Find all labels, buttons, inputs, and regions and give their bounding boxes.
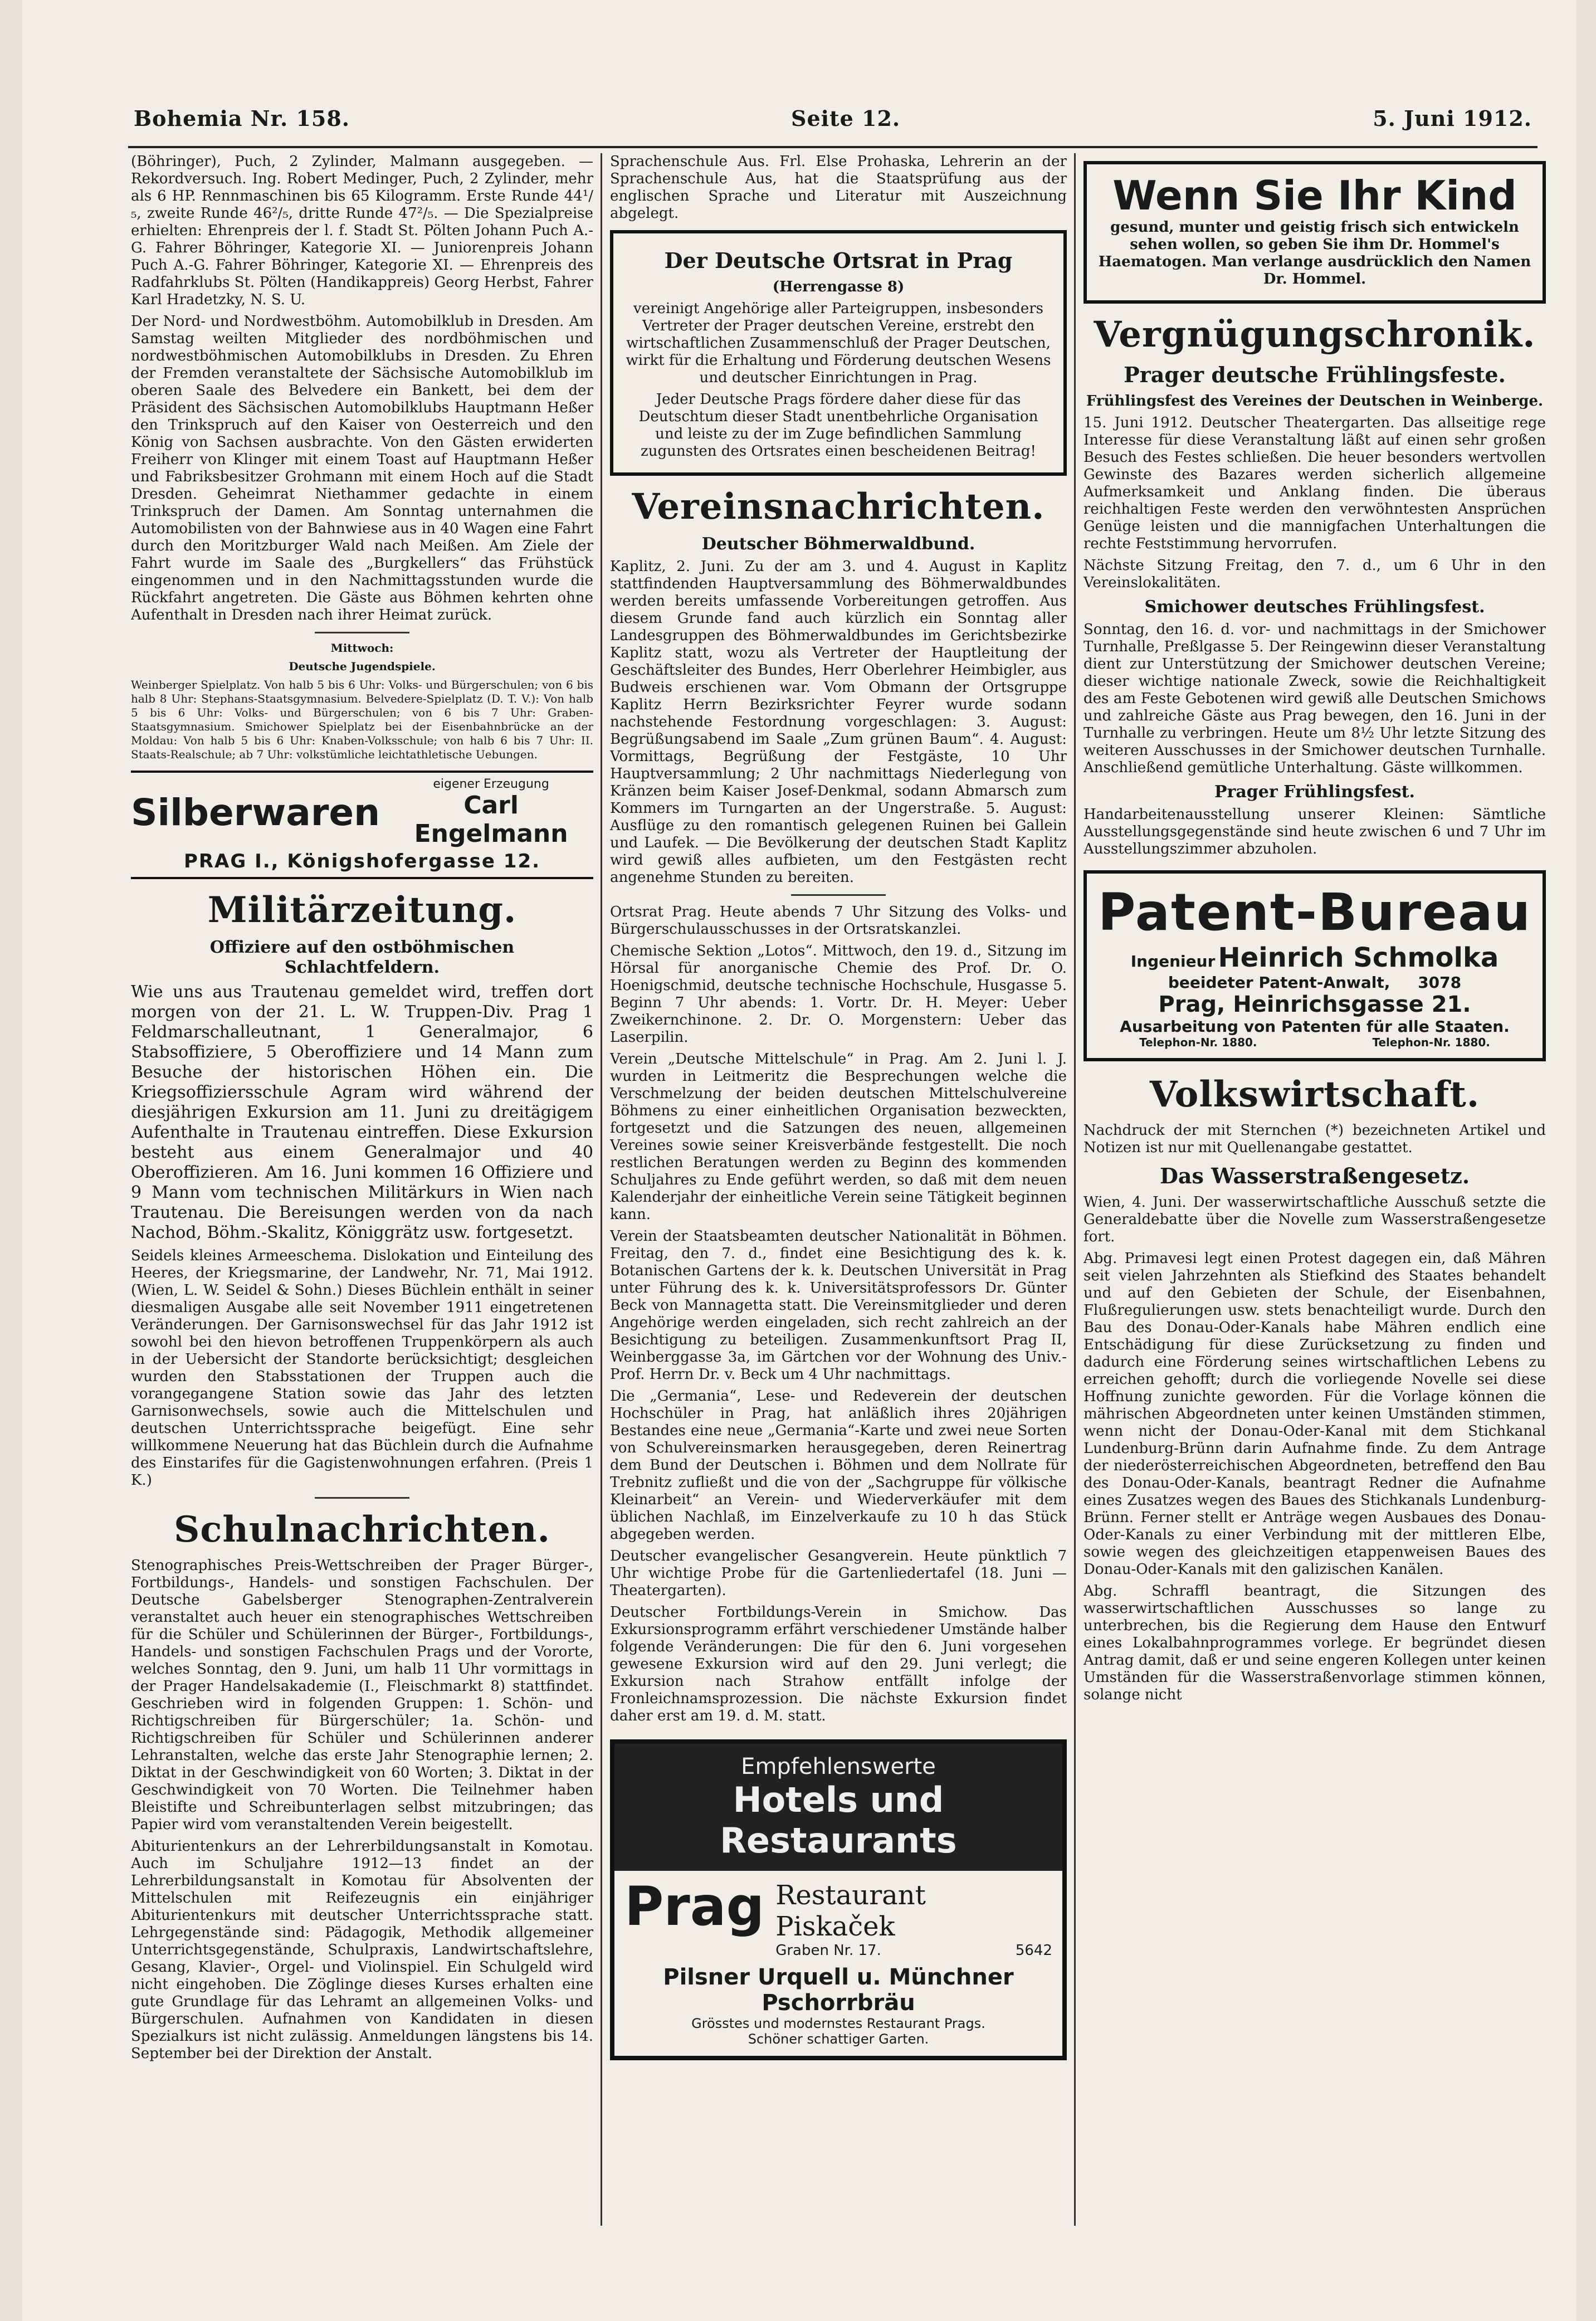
wasserstrassen-text-1: Wien, 4. Juni. Der wasserwirtschaftliche Ausschuß setzte die Generaldebatte über die Novelle zum Wasserstraßengesetze fort. xyxy=(1083,1194,1546,1245)
restaurant-line-2: Schöner schattiger Garten. xyxy=(748,2031,929,2047)
hotel-advertisement xyxy=(610,1739,1067,2060)
sprachenschule-text: Sprachenschule Aus. Frl. Else Prohaska, Lehrerin an der Sprachenschule Aus, hat die Staatsprüfung aus der englischen Sprache und Literatur mit Auszeichnung abgelegt. xyxy=(610,153,1067,222)
silberwaren-subtitle: eigener Erzeugung xyxy=(433,777,549,791)
militaer-subtitle: Offiziere auf den ostböhmischen Schlachtfeldern. xyxy=(209,938,515,977)
patent-prefix: Ingenieur xyxy=(1130,952,1216,971)
wasserstrassen-text-2: Abg. Primavesi legt einen Protest dagegen ein, daß Mähren seit vielen Jahrzehnten als Stiefkind des Staates behandelt und auf den Gebieten der Schule, der Eisenbahnen, Flußregulierungen usw. stets benachteiligt wurde. Durch den Bau des Donau-Oder-Kanals habe Mähren endlich eine Entschädigung für diese Zurücksetzung zu finden und dadurch eine Förderung seines wirtschaftlichen Lebens zu erreichen gehofft; durch die vorliegende Novelle sei diese Hoffnung zunichte geworden. Für die Vorlage können die mährischen Abgeordneten unter keinen Umständen stimmen, wenn nicht der Donau-Oder-Kanal mit dem Stichkanal Lundenburg-Brünn darin Aufnahme finde. Zu dem Antrage der niederösterreichischen Abgeordneten, betreffend den Bau des Donau-Oder-Kanals, beantragt Redner die Aufnahme eines Zusatzes wegen des Baues des Stichkanals Lundenburg-Brünn. Ferner stellt er Anträge wegen Ausbaues des Donau-Oder-Kanals zu einer Verbindung mit der mittleren Elbe, sowie wegen des gleichzeitigen etappenweisen Baues des Donau-Oder-Kanals mit den galizischen Kanälen. xyxy=(1083,1250,1546,1578)
patent-bureau-advertisement xyxy=(1083,870,1546,1061)
hotel-ad-heading: Empfehlenswerte xyxy=(741,1754,936,1779)
silberwaren-advertisement xyxy=(131,771,593,879)
ortsrat-text: Ortsrat Prag. Heute abends 7 Uhr Sitzung des Volks- und Bürgerschulausschusses in der Ortsratskanzlei. xyxy=(610,904,1067,938)
racing-results-text: (Böhringer), Puch, 2 Zylinder, Malmann ausgegeben. — Rekordversuch. Ing. Robert Medinger, Puch, 2 Zylinder, mehr als 6 HP. Rennmaschinen bis 65 Kilogramm. Erste Runde 44¹/₅, zweite Runde 46²/₅, dritte Runde 47²/₅. — Die Spezialpreise erhielten: Ehrenpreis der l. f. Stadt St. Pölten Johann Puch A.-G. Fahrer Böhringer, Kategorie XI. — Juniorenpreis Johann Puch A.-G. Fahrer Böhringer, Kategorie XI. — Ehrenpreis des Radfahrklubs St. Pölten (Handikappreis) Georg Herbst, Fahrer Karl Hradetzky, N. S. U. xyxy=(131,153,593,308)
restaurant-line-1: Grösstes und modernstes Restaurant Prags. xyxy=(691,2016,985,2031)
fruehlingsfest-text: 15. Juni 1912. Deutscher Theatergarten. Das allseitige rege Interesse für diese Veranstaltung läßt auf einen sehr großen Besuch des Festes schließen. Die heuer besonders wertvollen Gewinste des Bazares werden sicherlich allgemeine Aufmerksamkeit und Anklang finden. Die überaus reichhaltigen Feste werden den verwöhntesten Ansprüchen Genüge leisten und die mannigfachen Unterhaltungen die rechte Feststimmung hervorrufen. xyxy=(1083,415,1546,552)
patent-service: Ausarbeitung von Patenten für alle Staaten. xyxy=(1120,1017,1510,1036)
vergnuegung-title: Vergnügungschronik. xyxy=(1094,314,1536,355)
restaurant-beer: Pilsner Urquell u. Münchner Pschorrbräu xyxy=(663,1964,1014,2016)
wasserstrassen-title: Das Wasserstraßengesetz. xyxy=(1159,1163,1470,1188)
stenography-text: Stenographisches Preis-Wettschreiben der Prager Bürger-, Fortbildungs-, Handels- und sonstigen Fachschulen. Der Deutsche Gabelsberger Stenographen-Zentralverein veranstaltet auch heuer ein stenographisches Wettschreiben für die Schüler und Schülerinnen der Bürger-, Fortbildungs-, Handels- und sonstigen Fachschulen Prags und der Vororte, welches Sonntag, den 9. Juni, um halb 11 Uhr vormittags in der Prager Handelsakademie (I., Fleischmarkt 8) stattfindet. Geschrieben wird in folgenden Gruppen: 1. Schön- und Richtigschreiben für Bürgerschüler; 1a. Schön- und Richtigschreiben für Schüler und Schülerinnen anderer Lehranstalten, welche das erste Jahr Stenographie lernen; 2. Diktat in der Geschwindigkeit von 60 Worten; 3. Diktat in der Geschwindigkeit von 70 Worten. Die Teilnehmer haben Bleistifte und Schreibunterlagen selbst mitzubringen; das Papier wird vom veranstaltenden Verein beigestellt. xyxy=(131,1557,593,1833)
mittelschule-text: Verein „Deutsche Mittelschule“ in Prag. Am 2. Juni l. J. wurden in Leitmeritz die Besprechungen welche die Verschmelzung der beiden deutschen Mittelschulvereine Böhmens zu einer einheitlichen Organisation bezweckten, fortgesetzt und die Satzungen des neuen, allgemeinen Vereines sowie seiner Kreisverbände festgestellt. Die noch restlichen Beratungen werden zu Beginn des kommenden Schuljahres zu Ende geführt werden, so daß mit dem neuen Kalenderjahr der einheitliche Verein seine Tätigkeit beginnen kann. xyxy=(610,1051,1067,1223)
patent-role: beeideter Patent-Anwalt, xyxy=(1168,973,1390,992)
militaer-title: Militärzeitung. xyxy=(207,889,517,931)
militaer-text: Wie uns aus Trautenau gemeldet wird, treffen dort morgen von der 21. L. W. Truppen-Div. Prag 1 Feldmarschalleutnant, 1 Generalmajor, 6 Stabsoffiziere, 5 Oberoffiziere und 14 Mann zum Besuche der historischen Höhen ein. Die Kriegsoffiziersschule Agram wird während der diesjährigen Exkursion am 11. Juni zu dreitägigem Aufenthalte in Trautenau eintreffen. Diese Exkursion besteht aus einem Generalmajor und 40 Oberoffizieren. Am 16. Juni kommen 16 Offiziere und 9 Mann vom technischen Militärkurs in Wien nach Trautenau. Die Bereisungen werden von da nach Nachod, Böhm.-Skalitz, Königgrätz usw. fortgesetzt. xyxy=(131,982,593,1242)
abiturientenkurs-text: Abiturientenkurs an der Lehrerbildungsanstalt in Komotau. Auch im Schuljahre 1912—13 findet an der Lehrerbildungsanstalt in Komotau für Absolventen der Mittelschulen mit Reifezeugnis ein einjähriger Abiturientenkurs mit deutscher Unterrichtssprache statt. Lehrgegenstände sind: Pädagogik, Methodik allgemeiner Unterrichtsgegenstände, Schulpraxis, Landwirtschaftslehre, Gesang, Klavier-, Orgel- und Violinspiel. Ein Schulgeld wird nicht eingehoben. Die Zöglinge dieses Kurses erhalten eine gute Grundlage für das Lehramt an allgemeinen Volks- und Bürgerschulen. Aufnahmen von Kandidaten in diesen Spezialkurs ist nicht zulässig. Anmeldungen längstens bis 14. September bei der Direktion der Anstalt. xyxy=(131,1838,593,2062)
staatsbeamten-text: Verein der Staatsbeamten deutscher Nationalität in Böhmen. Freitag, den 7. d., findet eine Besichtigung des k. k. Botanischen Gartens der k. k. Deutschen Universität in Prag unter Führung des k. k. Universitätsprofessors Dr. Günter Beck von Mannagetta statt. Die Vereinsmitglieder und deren Angehörige werden eingeladen, sich recht zahlreich an der Besichtigung zu beteiligen. Zusammenkunftsort Prag II, Weinberggasse 3a, im Gärtchen vor der Wohnung des Univ.-Prof. Herrn Dr. v. Beck um 4 Uhr nachmittags. xyxy=(610,1228,1067,1383)
lotos-text: Chemische Sektion „Lotos“. Mittwoch, den 19. d., Sitzung im Hörsal für anorganische Chemie des Prof. Dr. O. Hoenigschmid, deutsche technische Hochschule, Husgasse 5. Beginn 7 Uhr abends: 1. Vortr. Dr. H. Meyer: Ueber Zweikernchinone. 2. Dr. O. Morgenstern: Ueber das Laserpilin. xyxy=(610,943,1067,1046)
newspaper-page xyxy=(22,0,1577,2321)
silberwaren-company: Carl Engelmann xyxy=(414,791,568,848)
patent-tel-2: Telephon-Nr. 1880. xyxy=(1372,1036,1490,1049)
boehmerwaldbund-title: Deutscher Böhmerwaldbund. xyxy=(701,534,975,554)
divider xyxy=(791,894,886,896)
ortsrat-box-appeal: Jeder Deutsche Prags fördere daher diese für das Deutschtum dieser Stadt unentbehrliche Organisation und leiste zu der im Zuge befindlichen Sammlung zugunsten des Ortsrates einen bescheidenen Beitrag! xyxy=(638,391,1038,460)
fruehlingsfest-subtitle: Frühlingsfest des Vereines der Deutschen in Weinberge. xyxy=(1086,393,1544,409)
divider xyxy=(315,1497,409,1499)
column-rule-1 xyxy=(601,153,602,2226)
smichow-text: Sonntag, den 16. d. vor- und nachmittags in der Smichower Turnhalle, Preßlgasse 5. Der Reingewinn dieser Veranstaltung dient zur Unterstützung der Smichower deutschen Vereine; dieser wichtige nationale Zweck, sowie die Reichhaltigkeit des am Feste Gebotenen wird gewiß alle Deutschen Smichows und zahlreiche Gäste aus Prag bewegen, den 16. Juni in der Turnhalle zu verbringen. Heute um 8½ Uhr letzte Sitzung des weiteren Ausschusses in der Smichower deutschen Turnhalle. Anschließend gemütliche Unterhaltung. Gäste willkommen. xyxy=(1083,621,1546,776)
page-number: Seite 12. xyxy=(791,106,901,131)
restaurant-name: Restaurant Piskaček xyxy=(775,1880,926,1942)
hotel-ad-city: Prag xyxy=(624,1875,765,1938)
armeeschema-text: Seidels kleines Armeeschema. Dislokation und Einteilung des Heeres, der Kriegsmarine, der Landwehr, Nr. 71, Mai 1912. (Wien, L. W. Seidel & Sohn.) Dieses Büchlein enthält in seiner diesmaligen Ausgabe alle seit November 1911 eingetretenen Veränderungen. Der Garnisonswechsel für das Jahr 1912 ist sowohl bei den hievon betroffenen Truppenkörpern als auch in der Uebersicht der Standorte berücksichtigt; desgleichen wurden den Stabsstationen der Truppen auch die vorangegangene Station sowie das Jahr des letzten Garnisonwechsels, sowie auch die Mittelschulen und deutschen Unterrichtssprache beigefügt. Eine sehr willkommene Neuerung hat das Büchlein durch die Aufnahme des Einstarifes für die Gagistenwohnungen erfahren. (Preis 1 K.) xyxy=(131,1247,593,1489)
prager-fest-text: Handarbeitenausstellung unserer Kleinen: Sämtliche Ausstellungsgegenstände sind heute zwischen 6 und 7 Uhr im Ausstellungszimmer abzuholen. xyxy=(1083,806,1546,857)
smichow-title: Smichower deutsches Frühlingsfest. xyxy=(1144,597,1485,617)
restaurant-ref: 5642 xyxy=(1015,1942,1052,1959)
volkswirtschaft-title: Volkswirtschaft. xyxy=(1149,1074,1480,1115)
verein-title: Vereinsnachrichten. xyxy=(632,486,1045,528)
prager-fest-title: Prager Frühlingsfest. xyxy=(1214,782,1415,802)
haematogen-advertisement xyxy=(1083,161,1546,304)
jugendspiele-heading: Deutsche Jugendspiele. xyxy=(289,660,436,673)
column-2 xyxy=(610,153,1067,2226)
silberwaren-address: PRAG I., Königshofergasse 12. xyxy=(183,850,541,872)
ortsrat-box-title: Der Deutsche Ortsrat in Prag xyxy=(664,248,1013,273)
patent-tel-1: Telephon-Nr. 1880. xyxy=(1139,1036,1257,1049)
issue-number: Bohemia Nr. 158. xyxy=(134,106,350,131)
silberwaren-title: Silberwaren xyxy=(131,791,380,834)
ortsrat-box xyxy=(610,230,1067,476)
column-1 xyxy=(131,153,593,2226)
haematogen-title: Wenn Sie Ihr Kind xyxy=(1112,172,1517,219)
header-rule xyxy=(128,146,1538,148)
page-header xyxy=(134,106,1532,145)
volkswirtschaft-note: Nachdruck der mit Sternchen (*) bezeichneten Artikel und Notizen ist nur mit Quellenangabe gestattet. xyxy=(1083,1122,1546,1156)
boehmerwaldbund-text: Kaplitz, 2. Juni. Zu der am 3. und 4. August in Kaplitz stattfindenden Hauptversammlung des Böhmerwaldbundes werden bereits umfassende Vorbereitungen getroffen. Aus diesem Grunde fand auch kürzlich ein Sonntag aller Landesgruppen des Böhmerwaldbundes im Gerichtsbezirke Kaplitz statt, wozu als Vertreter der Hauptleitung der Geschäftsleiter des Bundes, Herr Oberlehrer Heimbigler, aus Budweis erschienen war. Vom Obmann der Ortsgruppe Kaplitz Herrn Bezirksrichter Feyrer wurde sodann nachstehende Festordnung vorgeschlagen: 3. August: Begrüßungsabend im Saale „Zum grünen Baum“. 4. August: Vormittags, Begrüßung der Festgäste, 10 Uhr Hauptversammlung; 2 Uhr nachmittags Niederlegung von Kränzen beim Kaiser Josef-Denkmal, sodann Abmarsch zum Kommers im Turngarten an der Ungerstraße. 5. August: Ausflüge zu den romantisch gelegenen Ruinen bei Gallein und Laufek. — Die Bevölkerung der deutschen Stadt Kaplitz wird gewiß alles aufbieten, um den Festgästen recht angenehme Stunden zu bereiten. xyxy=(610,558,1067,886)
issue-date: 5. Juni 1912. xyxy=(1373,106,1532,131)
patent-address: Prag, Heinrichsgasse 21. xyxy=(1158,992,1471,1017)
haematogen-text: gesund, munter und geistig frisch sich entwickeln sehen wollen, so geben Sie ihm Dr. Hommel's Haematogen. Man verlange ausdrücklich den Namen Dr. Hommel. xyxy=(1098,219,1531,287)
ortsrat-box-address: (Herrengasse 8) xyxy=(772,279,905,295)
automobil-club-text: Der Nord- und Nordwestböhm. Automobilklub in Dresden. Am Samstag weilten Mitglieder des nordböhmischen und nordwestböhmischen Automobilklubs in Dresden. Zu Ehren der Fremden veranstaltete der Sächsische Automobilklub im oberen Saale des Belvedere ein Bankett, bei dem der Präsident des Sächsischen Automobilklubs Hauptmann Heßer den Trinkspruch auf den Kaiser von Oesterreich und den König von Sachsen ausbrachte. Von den Gästen erwiderten Freiherr von Klinger mit einem Toast auf Hauptmann Heßer und Fabriksbesitzer Grohmann mit einem Hoch auf die Stadt Dresden. Geheimrat Niethammer gedachte in einem Trinkspruch der Damen. Am Sonntag unternahmen die Automobilisten von der Bahnwiese aus in 40 Wagen eine Fahrt durch den Moritzburger Wald nach Meißen. Am Ziele der Fahrt wurde im Saale des „Burgkellers“ das Frühstück eingenommen und in den Nachmittagsstunden wurde die Rückfahrt angetreten. Die Gäste aus Böhmen kehrten ohne Aufenthalt in Dresden nach ihrer Heimat zurück. xyxy=(131,313,593,623)
column-rule-2 xyxy=(1074,153,1076,2226)
germania-text: Die „Germania“, Lese- und Redeverein der deutschen Hochschüler in Prag, hat anläßlich ihres 20jährigen Bestandes eine neue „Germania“-Karte und zwei neue Sorten von Schulvereinsmarken herausgegeben, deren Reinertrag dem Bund der Deutschen i. Böhmen und dem Nollrate für Trebnitz zufließt und die von der „Sachgruppe für völkische Kleinarbeit“ an Verein- und Wiederverkäufer mit dem üblichen Nachlaß, im Einzelverkaufe zu 10 h das Stück abgegeben werden. xyxy=(610,1388,1067,1543)
fortbildungsverein-text: Deutscher Fortbildungs-Verein in Smichow. Das Exkursionsprogramm erfährt verschiedener Umstände halber folgende Veränderungen: Die für den 6. Juni vorgesehen gewesene Exkursion wird auf den 29. Juni verlegt; die Exkursion nach Strahow entfällt infolge der Fronleichnamsprozession. Die nächste Exkursion findet daher erst am 19. d. M. statt. xyxy=(610,1604,1067,1724)
restaurant-address: Graben Nr. 17. xyxy=(775,1942,881,1959)
patent-name: Heinrich Schmolka xyxy=(1218,942,1499,973)
divider xyxy=(315,632,409,633)
gesangverein-text: Deutscher evangelischer Gesangverein. Heute pünktlich 7 Uhr wichtige Probe für die Gartenliedertafel (18. Juni — Theatergarten). xyxy=(610,1548,1067,1599)
mittwoch-heading: Mittwoch: xyxy=(330,641,394,655)
hotel-ad-title: Hotels und Restaurants xyxy=(720,1779,957,1861)
patent-title: Patent-Bureau xyxy=(1097,882,1532,942)
fruehlingsfeste-title: Prager deutsche Frühlingsfeste. xyxy=(1124,362,1506,387)
fruehlingsfest-sitzung: Nächste Sitzung Freitag, den 7. d., um 6 Uhr in den Vereinslokalitäten. xyxy=(1083,557,1546,591)
jugendspiele-text: Weinberger Spielplatz. Von halb 5 bis 6 Uhr: Volks- und Bürgerschulen; von 6 bis halb 8 Uhr: Stephans-Staatsgymnasium. Belvedere-Spielplatz (D. T. V.): Von halb 5 bis 6 Uhr: Volks- und Bürgerschulen; von 6 bis 7 Uhr: Graben-Staatsgymnasium. Smichower Spielplatz bei der Eisenbahnbrücke an der Moldau: Von halb 5 bis 6 Uhr: Knaben-Volksschule; von halb 6 bis 7 Uhr: II. Staats-Realschule; ab 7 Uhr: volkstümliche leichtathletische Uebungen. xyxy=(131,678,593,761)
patent-ref: 3078 xyxy=(1418,973,1462,992)
column-3 xyxy=(1083,153,1546,2226)
wasserstrassen-text-3: Abg. Schraffl beantragt, die Sitzungen des wasserwirtschaftlichen Ausschusses so lange zu unterbrechen, bis die Regierung dem Hause den Entwurf eines Lokalbahnprogrammes vorlege. Er begründet diesen Antrag damit, daß er und seine engeren Kollegen unter keinen Umständen für die Wasserstraßenvorlage stimmen können, solange nicht xyxy=(1083,1583,1546,1703)
ortsrat-box-body: vereinigt Angehörige aller Parteigruppen, insbesonders Vertreter der Prager deutschen Vereine, erstrebt den wirtschaftlichen Zusammenschluß der Prager Deutschen, wirkt für die Erhaltung und Förderung deutschen Wesens und deutscher Einrichtungen in Prag. xyxy=(626,300,1051,386)
schul-title: Schulnachrichten. xyxy=(174,1509,550,1550)
